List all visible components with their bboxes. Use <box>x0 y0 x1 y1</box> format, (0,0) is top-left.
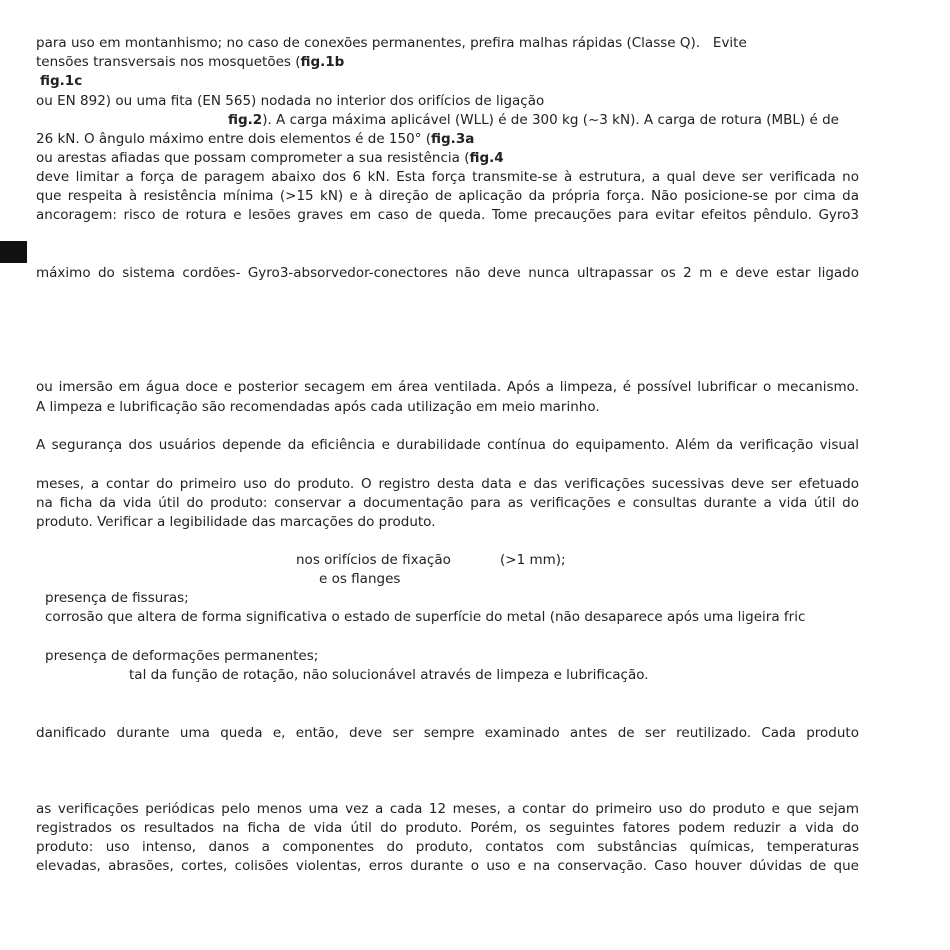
text-line: que respeita à resistência mínima (>15 kN) e à direção de aplicação da própria força. Não posicione-se por cima da <box>36 188 859 204</box>
text-line: danificado durante uma queda e, então, deve ser sempre examinado antes de ser reutilizado. Cada produto <box>36 725 859 741</box>
text-line <box>36 130 474 149</box>
text-line: produto. Verificar a legibilidade das marcações do produto. <box>36 514 436 530</box>
text-line: produto: uso intenso, danos a componentes do produto, contatos com substâncias químicas, temperaturas <box>36 839 859 855</box>
checklist-item: (>1 mm); <box>500 552 566 568</box>
text-line: na ficha da vida útil do produto: conservar a documentação para as verificações e consultas durante a vida útil do <box>36 495 859 511</box>
text-line: registrados os resultados na ficha de vida útil do produto. Porém, os seguintes fatores podem reduzir a vida do <box>36 820 859 836</box>
text-span: tensões transversais nos mosquetões ( <box>36 54 301 70</box>
checklist-item: e os flanges <box>319 571 401 587</box>
checklist-item: nos orifícios de fixação <box>296 552 451 568</box>
text-span: 26 kN. O ângulo máximo entre dois elementos é de 150° ( <box>36 131 432 147</box>
text-line: ancoragem: risco de rotura e lesões graves em caso de queda. Tome precauções para evitar efeitos pêndulo. Gyro3 <box>36 207 859 223</box>
text-span: ). A carga máxima aplicável (WLL) é de 300 kg (~3 kN). A carga de rotura (MBL) é de <box>262 112 839 128</box>
checklist-item: presença de fissuras; <box>45 590 189 606</box>
text-line: as verificações periódicas pelo menos uma vez a cada 12 meses, a contar do primeiro uso do produto e que sejam <box>36 801 859 817</box>
text-line: elevadas, abrasões, cortes, colisões violentas, erros durante o uso e na conservação. Caso houver dúvidas de que <box>36 858 859 874</box>
section-marker <box>0 241 27 263</box>
text-line <box>40 72 82 91</box>
text-line: A segurança dos usuários depende da eficiência e durabilidade contínua do equipamento. Além da verificação visual <box>36 437 859 453</box>
figure-ref: fig.1b <box>300 54 345 70</box>
text-line: para uso em montanhismo; no caso de conexões permanentes, prefira malhas rápidas (Classe Q). Evite <box>36 35 747 51</box>
figure-ref: fig.3a <box>431 131 475 147</box>
text-line: deve limitar a força de paragem abaixo dos 6 kN. Esta força transmite-se à estrutura, a qual deve ser verificada no <box>36 169 859 185</box>
text-line: A limpeza e lubrificação são recomendadas após cada utilização em meio marinho. <box>36 399 600 415</box>
text-line: máximo do sistema cordões- Gyro3-absorvedor-conectores não deve nunca ultrapassar os 2 m e deve estar ligado <box>36 265 859 281</box>
text-line: meses, a contar do primeiro uso do produto. O registro desta data e das verificações sucessivas deve ser efetuado <box>36 476 859 492</box>
figure-ref: fig.2 <box>228 112 263 128</box>
text-line <box>36 149 504 168</box>
text-line: ou imersão em água doce e posterior secagem em área ventilada. Após a limpeza, é possível lubrificar o mecanismo. <box>36 379 859 395</box>
figure-ref: fig.4 <box>469 150 504 166</box>
checklist-item: tal da função de rotação, não solucionável através de limpeza e lubrificação. <box>129 667 649 683</box>
checklist-item: presença de deformações permanentes; <box>45 648 319 664</box>
checklist-item: corrosão que altera de forma significativa o estado de superfície do metal (não desaparece após uma ligeira fric <box>45 609 806 625</box>
text-span: ou arestas afiadas que possam comprometer a sua resistência ( <box>36 150 470 166</box>
figure-ref: fig.1c <box>40 73 83 89</box>
text-line <box>36 53 344 72</box>
text-line <box>228 111 839 130</box>
text-line: ou EN 892) ou uma fita (EN 565) nodada no interior dos orifícios de ligação <box>36 93 545 109</box>
